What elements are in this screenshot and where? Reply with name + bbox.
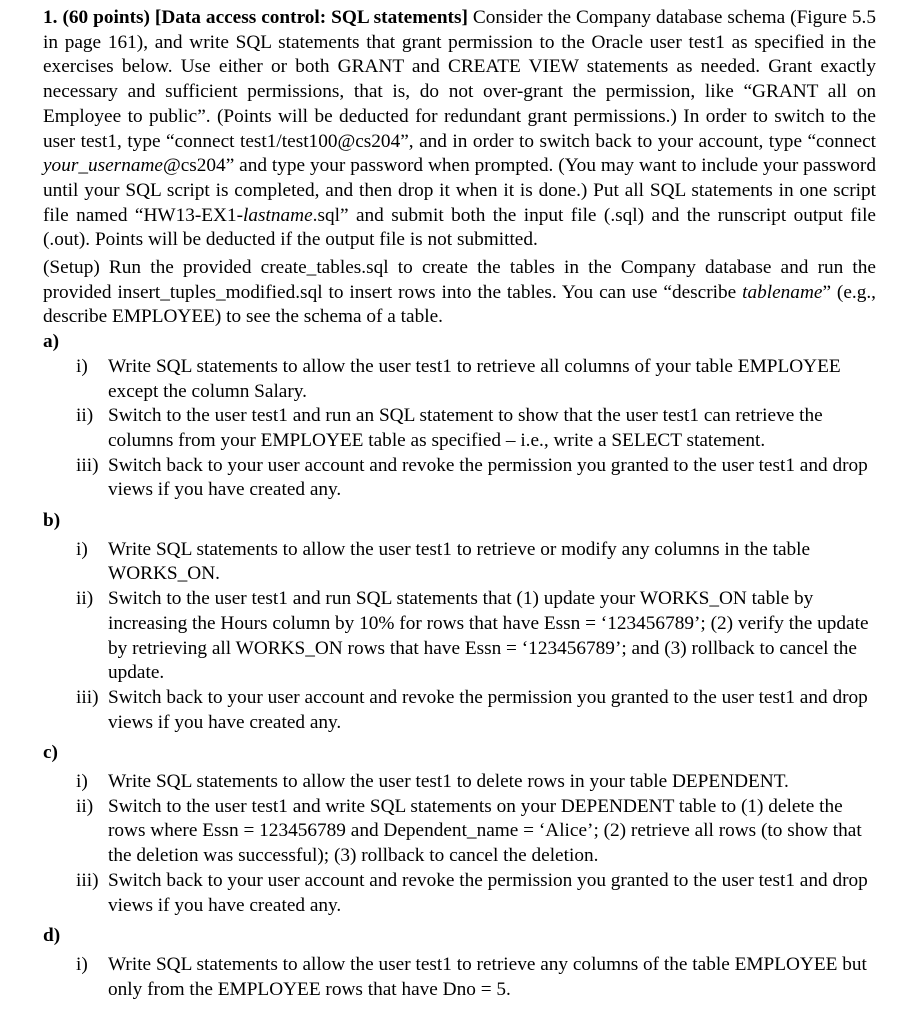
intro-username: your_username [43,155,163,177]
list-item [43,454,876,503]
part-items [43,538,876,736]
list-item [43,538,876,587]
part-label: a) [43,331,60,353]
setup-paragraph [43,256,876,330]
item-number: ii) [76,405,94,427]
part-label: c) [43,742,58,764]
intro-lastname: lastname [243,204,313,226]
item-number: i) [76,355,88,377]
list-item [43,404,876,453]
part-d [43,924,876,1002]
item-text: Write SQL statements to allow the user test1 to retrieve any columns of the table EMPLOYEE but only from the EMPLOYEE rows that have Dno = 5. [108,953,867,1000]
item-text: Switch to the user test1 and write SQL statements on your DEPENDENT table to (1) delete the rows where Essn = 123456789 and Dependent_name = ‘Alice’; (2) retrieve all rows (to show that the deletion was successful); (3) rollback to cancel the deletion. [108,795,862,867]
setup-text-2: ” (e.g., describe EMPLOYEE) to see the schema of a table. [43,281,876,328]
part-a [43,330,876,503]
item-number: i) [76,771,88,793]
setup-tablename: tablename [742,281,823,303]
item-text: Switch back to your user account and revoke the permission you granted to the user test1 and drop views if you have created any. [108,686,868,733]
item-number: ii) [76,588,94,610]
item-number: iii) [76,454,99,476]
list-item [43,770,876,795]
part-items [43,355,876,503]
intro-text-3: .sql” and submit both the input file (.sql) and the runscript output file (.out). Points will be deducted if the output file is not submitted. [43,204,876,251]
list-item [43,869,876,918]
list-item [43,355,876,404]
item-text: Switch back to your user account and revoke the permission you granted to the user test1 and drop views if you have created any. [108,869,868,916]
item-text: Write SQL statements to allow the user test1 to retrieve or modify any columns in the table WORKS_ON. [108,538,811,585]
part-label: d) [43,925,61,947]
item-number: iii) [76,686,99,708]
item-number: iii) [76,869,99,891]
part-items [43,953,876,1002]
part-items [43,770,876,918]
problem-statement [43,6,876,253]
list-item [43,953,876,1002]
item-text: Switch to the user test1 and run an SQL statement to show that the user test1 can retrieve the columns from your EMPLOYEE table as specified – i.e., write a SELECT statement. [108,405,823,451]
intro-text-1: Consider the Company database schema (Figure 5.5 in page 161), and write SQL statements that grant permission to the Oracle user test1 as specified in the exercises below. Use either or both GRANT and CREATE VIEW statements as needed. Grant exactly necessary and sufficient permissions, that is, do not over-grant the permission, like “GRANT all on Employee to public”. (Points will be deducted for redundant grant permissions.) In order to switch to the user test1, type “connect test1/test100@cs204”, and in order to switch back to your account, type “connect [43,7,876,152]
list-item [43,587,876,686]
part-c [43,741,876,918]
setup-text-1: (Setup) Run the provided create_tables.sql to create the tables in the Company database and run the provided insert_tuples_modified.sql to insert rows into the tables. You can use “describe [43,257,876,303]
list-item [43,686,876,735]
item-text: Switch to the user test1 and run SQL statements that (1) update your WORKS_ON table by increasing the Hours column by 10% for rows that have Essn = ‘123456789’; (2) verify the update by retrieving all WORKS_ON rows that have Essn = ‘123456789’; and (3) rollback to cancel the update. [108,588,869,684]
item-text: Write SQL statements to allow the user test1 to retrieve all columns of your table EMPLOYEE except the column Salary. [108,355,841,402]
item-text: Write SQL statements to allow the user test1 to delete rows in your table DEPENDENT. [108,771,789,793]
item-number: ii) [76,795,94,817]
item-number: i) [76,953,88,975]
item-text: Switch back to your user account and revoke the permission you granted to the user test1 and drop views if you have created any. [108,454,868,501]
problem-heading: 1. (60 points) [Data access control: SQL statements] [43,7,468,28]
part-label: b) [43,510,61,532]
item-number: i) [76,538,88,560]
list-item [43,795,876,869]
part-b [43,509,876,735]
intro-text-2: @cs204” and type your password when prompted. (You may want to include your password until your SQL script is completed, and then drop it when it is done.) Put all SQL statements in one script file named “HW13-EX1- [43,155,876,226]
